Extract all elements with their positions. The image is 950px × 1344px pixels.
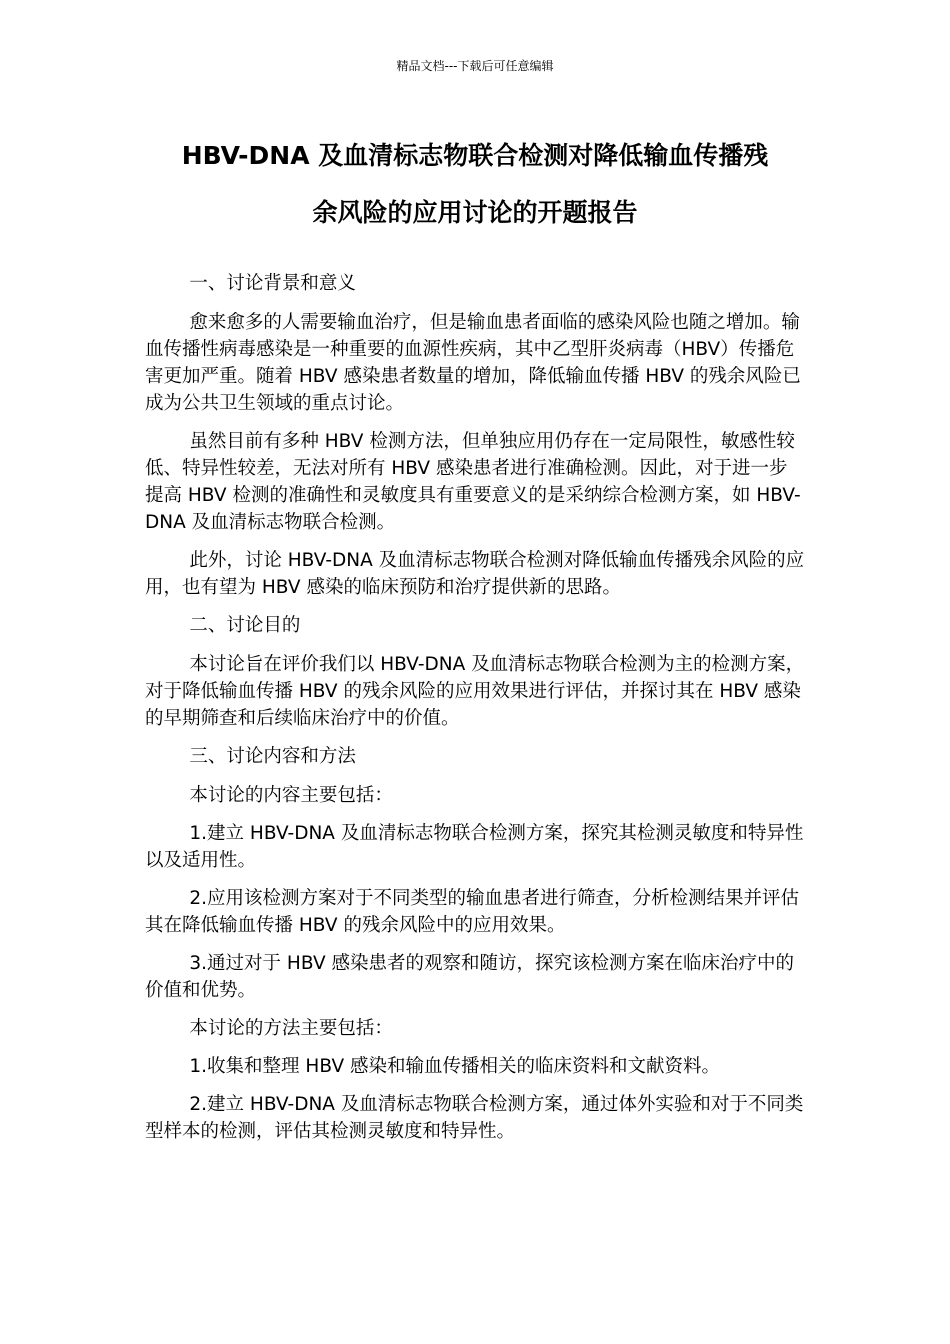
section-heading-background: 一、讨论背景和意义 (189, 273, 356, 294)
paragraph-purpose: 本讨论旨在评价我们以 HBV-DNA 及血清标志物联合检测为主的检测方案，对于降低输血传播 HBV 的残余风险的应用效果进行评估，并探讨其在 HBV 感染的早期筛查和后续临床治疗中的价值。 (145, 654, 805, 729)
paragraph-background-2: 虽然目前有多种 HBV 检测方法，但单独应用仍存在一定局限性，敏感性较低、特异性较差，无法对所有 HBV 感染患者进行准确检测。因此，对于进一步提高 HBV 检测的准确性和灵敏度具有重要意义的是采纳综合检测方案，如 HBV-DNA 及血清标志物联合检测。 (145, 431, 801, 533)
list-item-method-1: 1.收集和整理 HBV 感染和输血传播相关的临床资料和文献资料。 (189, 1056, 720, 1077)
document-body (145, 270, 805, 1156)
paragraph-background-3: 此外，讨论 HBV-DNA 及血清标志物联合检测对降低输血传播残余风险的应用，也有望为 HBV 感染的临床预防和治疗提供新的思路。 (145, 550, 805, 598)
list-item-content-1: 1.建立 HBV-DNA 及血清标志物联合检测方案，探究其检测灵敏度和特异性以及适用性。 (145, 823, 804, 871)
list-item-method-2: 2.建立 HBV-DNA 及血清标志物联合检测方案，通过体外实验和对于不同类型样本的检测，评估其检测灵敏度和特异性。 (145, 1094, 804, 1142)
document-title-line-1: HBV-DNA 及血清标志物联合检测对降低输血传播残 (181, 141, 769, 170)
paragraph-content-intro: 本讨论的内容主要包括： (189, 785, 393, 806)
list-item-content-3: 3.通过对于 HBV 感染患者的观察和随访，探究该检测方案在临床治疗中的价值和优势。 (145, 953, 794, 1001)
list-item-content-2: 2.应用该检测方案对于不同类型的输血患者进行筛查，分析检测结果并评估其在降低输血传播 HBV 的残余风险中的应用效果。 (145, 888, 800, 936)
section-heading-purpose: 二、讨论目的 (189, 615, 301, 636)
section-heading-content-methods: 三、讨论内容和方法 (189, 746, 356, 767)
paragraph-methods-intro: 本讨论的方法主要包括： (189, 1018, 393, 1039)
document-title-line-2: 余风险的应用讨论的开题报告 (312, 198, 638, 227)
header-note: 精品文档---下载后可任意编辑 (396, 59, 554, 73)
paragraph-background-1: 愈来愈多的人需要输血治疗，但是输血患者面临的感染风险也随之增加。输血传播性病毒感染是一种重要的血源性疾病，其中乙型肝炎病毒（HBV）传播危害更加严重。随着 HBV 感染患者数量的增加，降低输血传播 HBV 的残余风险已成为公共卫生领域的重点讨论。 (145, 312, 801, 414)
